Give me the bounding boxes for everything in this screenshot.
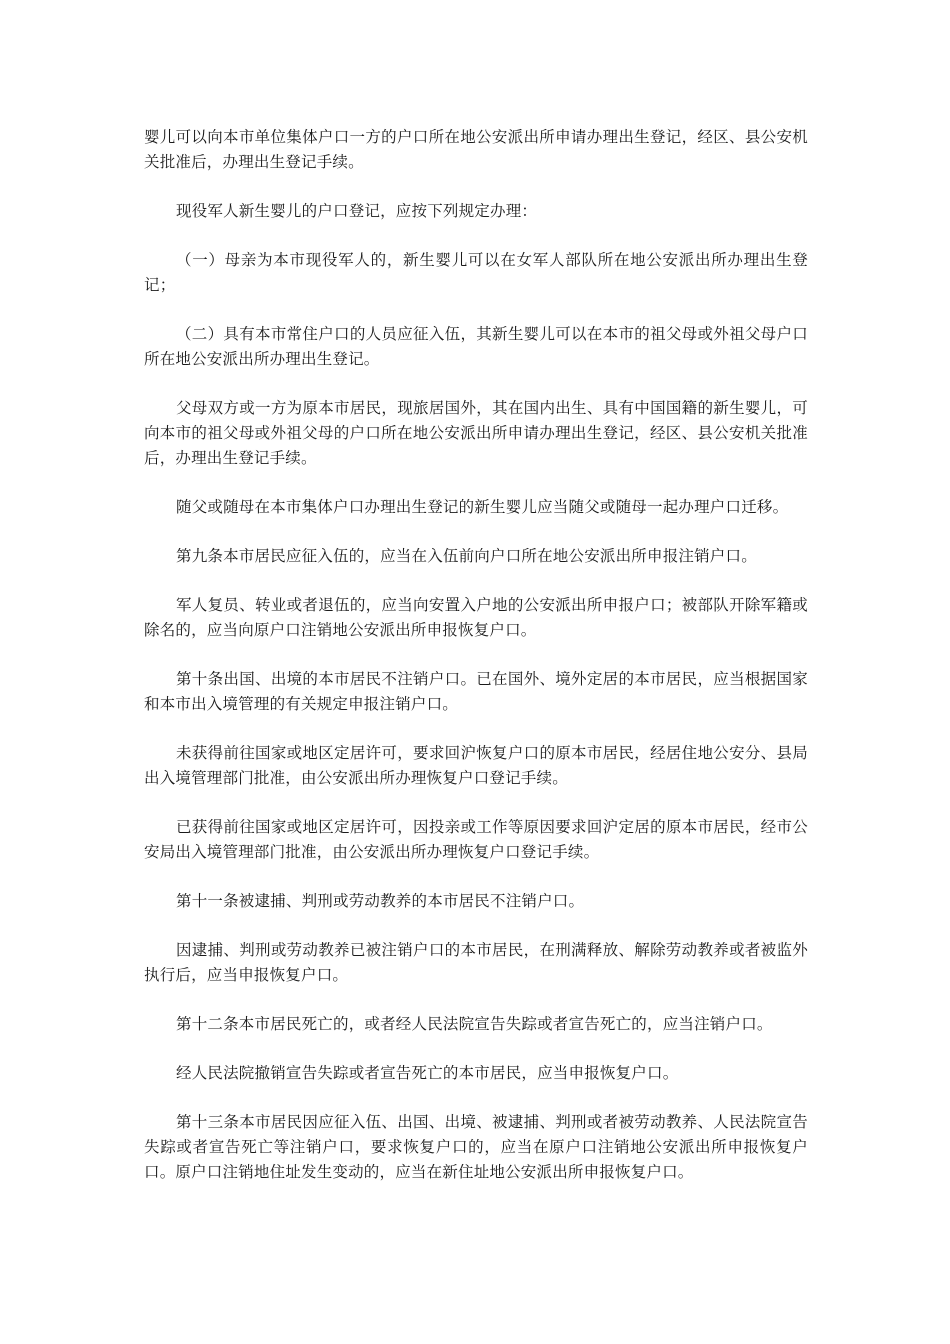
paragraph-10: 未获得前往国家或地区定居许可，要求回沪恢复户口的原本市居民，经居住地公安分、县局出入境管理部门批准，由公安派出所办理恢复户口登记手续。	[144, 744, 808, 787]
paragraph-5: 父母双方或一方为原本市居民，现旅居国外，其在国内出生、具有中国国籍的新生婴儿，可向本市的祖父母或外祖父母的户口所在地公安派出所申请办理出生登记，经区、县公安机关批准后，办理出生登记手续。	[144, 399, 808, 467]
paragraph-8: 军人复员、转业或者退伍的，应当向安置入户地的公安派出所申报户口；被部队开除军籍或除名的，应当向原户口注销地公安派出所申报恢复户口。	[144, 596, 808, 639]
paragraph-4: （二）具有本市常住户口的人员应征入伍，其新生婴儿可以在本市的祖父母或外祖父母户口所在地公安派出所办理出生登记。	[144, 325, 808, 368]
paragraph-2: 现役军人新生婴儿的户口登记，应按下列规定办理：	[176, 202, 538, 220]
paragraph-12: 第十一条被逮捕、判刑或劳动教养的本市居民不注销户口。	[176, 892, 585, 910]
paragraph-9: 第十条出国、出境的本市居民不注销户口。已在国外、境外定居的本市居民，应当根据国家和本市出入境管理的有关规定申报注销户口。	[144, 670, 808, 713]
document-body	[144, 125, 808, 1209]
paragraph-7: 第九条本市居民应征入伍的，应当在入伍前向户口所在地公安派出所申报注销户口。	[176, 547, 757, 565]
paragraph-3: （一）母亲为本市现役军人的，新生婴儿可以在女军人部队所在地公安派出所办理出生登记；	[144, 251, 808, 294]
paragraph-16: 第十三条本市居民因应征入伍、出国、出境、被逮捕、判刑或者被劳动教养、人民法院宣告失踪或者宣告死亡等注销户口，要求恢复户口的，应当在原户口注销地公安派出所申报恢复户口。原户口注销地住址发生变动的，应当在新住址地公安派出所申报恢复户口。	[144, 1113, 808, 1181]
paragraph-11: 已获得前往国家或地区定居许可，因投亲或工作等原因要求回沪定居的原本市居民，经市公安局出入境管理部门批准，由公安派出所办理恢复户口登记手续。	[144, 818, 808, 861]
paragraph-1: 婴儿可以向本市单位集体户口一方的户口所在地公安派出所申请办理出生登记，经区、县公安机关批准后，办理出生登记手续。	[144, 128, 808, 171]
paragraph-15: 经人民法院撤销宣告失踪或者宣告死亡的本市居民，应当申报恢复户口。	[176, 1064, 679, 1082]
paragraph-13: 因逮捕、判刑或劳动教养已被注销户口的本市居民，在刑满释放、解除劳动教养或者被监外执行后，应当申报恢复户口。	[144, 941, 808, 984]
paragraph-6: 随父或随母在本市集体户口办理出生登记的新生婴儿应当随父或随母一起办理户口迁移。	[176, 498, 789, 516]
paragraph-14: 第十二条本市居民死亡的，或者经人民法院宣告失踪或者宣告死亡的，应当注销户口。	[176, 1015, 773, 1033]
